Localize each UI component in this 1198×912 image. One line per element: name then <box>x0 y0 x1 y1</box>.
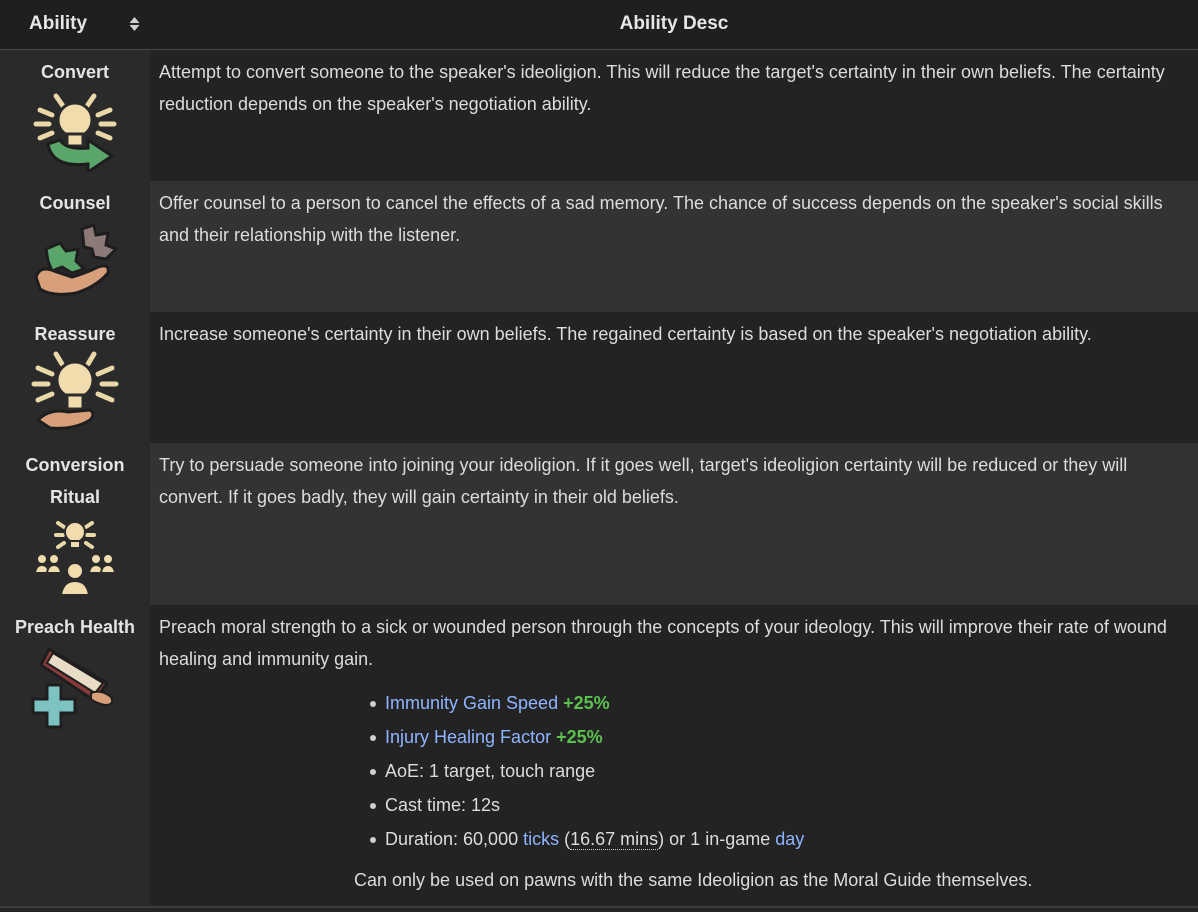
ability-name: Preach Health <box>14 616 136 637</box>
ability-name: Counsel <box>39 192 111 213</box>
duration-mid-text: or 1 in-game <box>669 828 771 849</box>
cast-time-text: Cast time: 12s <box>385 794 501 815</box>
ticks-link[interactable]: ticks <box>523 828 560 849</box>
ability-name: Reassure <box>34 323 116 344</box>
ability-desc-cell <box>150 605 1198 905</box>
day-link[interactable]: day <box>775 828 805 849</box>
ability-desc-cell <box>150 49 1198 181</box>
ability-desc-cell <box>150 312 1198 443</box>
immunity-gain-speed-link[interactable]: Immunity Gain Speed <box>385 692 559 713</box>
conversion-ritual-icon <box>32 513 118 599</box>
ability-name: Conversion Ritual <box>25 454 125 507</box>
ability-name-cell <box>0 605 150 905</box>
ability-header-label: Ability <box>29 13 88 35</box>
ability-desc: Try to persuade someone into joining your ideoligion. If it goes well, target's ideoligion certainty will be reduced or they will convert. If it goes badly, they will gain certainty in their old beliefs. <box>159 454 1128 507</box>
table-row <box>0 49 1198 181</box>
ability-desc: Offer counsel to a person to cancel the effects of a sad memory. The chance of success depends on the speaker's social skills and their relationship with the listener. <box>159 192 1163 245</box>
ability-desc-column-header[interactable]: Ability Desc <box>150 0 1198 49</box>
list-item: Duration: 60,000 ticks (16.67 mins) or 1 in-game day <box>369 822 1192 856</box>
stats-list <box>369 686 1192 856</box>
ability-desc-cell <box>150 181 1198 312</box>
usage-note: Can only be used on pawns with the same Ideoligion as the Moral Guide themselves. <box>354 869 1033 890</box>
ability-name-cell <box>0 312 150 443</box>
immunity-bonus: +25% <box>563 692 610 713</box>
table-row <box>0 312 1198 443</box>
preach-health-icon <box>31 643 119 729</box>
sort-icon[interactable] <box>129 16 140 32</box>
convert-icon <box>30 88 120 172</box>
ability-desc: Preach moral strength to a sick or wounded person through the concepts of your ideology. This will improve their rate of wound healing and immunity gain. <box>159 616 1167 669</box>
ability-desc: Attempt to convert someone to the speaker's ideoligion. This will reduce the target's certainty in their own beliefs. The certainty reduction depends on the speaker's negotiation ability. <box>159 61 1165 114</box>
table-row <box>0 181 1198 312</box>
ability-desc: Increase someone's certainty in their own beliefs. The regained certainty is based on the speaker's negotiation ability. <box>159 323 1092 344</box>
duration-mins-tooltip[interactable]: 16.67 mins <box>570 828 659 849</box>
duration-text: Duration: 60,000 <box>385 828 519 849</box>
ability-desc-cell <box>150 443 1198 605</box>
list-item <box>369 720 1192 754</box>
counsel-icon <box>32 219 118 299</box>
ability-name-cell <box>0 181 150 312</box>
list-item <box>369 686 1192 720</box>
table-row <box>0 605 1198 905</box>
table-bottom-border <box>0 906 1198 908</box>
list-item <box>369 788 1192 822</box>
aoe-text: AoE: 1 target, touch range <box>385 760 596 781</box>
ability-column-header[interactable] <box>0 0 150 49</box>
injury-bonus: +25% <box>556 726 603 747</box>
ability-name: Convert <box>40 61 109 82</box>
injury-healing-factor-link[interactable]: Injury Healing Factor <box>385 726 552 747</box>
table-row <box>0 443 1198 605</box>
list-item <box>369 754 1192 788</box>
ability-name-cell <box>0 443 150 605</box>
reassure-icon <box>30 350 120 432</box>
ability-name-cell <box>0 49 150 181</box>
table-header <box>0 0 1198 49</box>
